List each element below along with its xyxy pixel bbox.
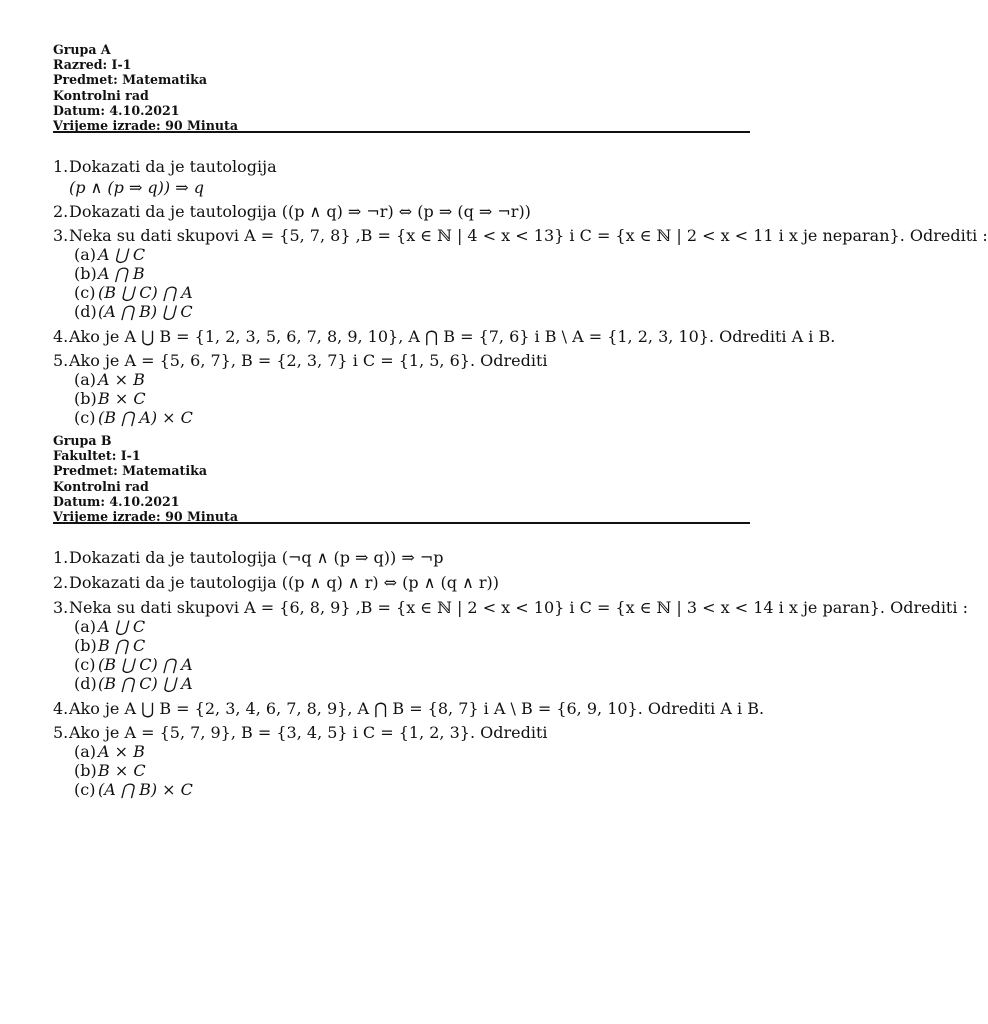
date-line: Datum: 4.10.2021 <box>53 102 180 118</box>
task-b-5-item-b: (b)B × C <box>74 761 146 780</box>
subject-line: Predmet: Matematika <box>53 72 208 88</box>
faculty-line: Fakultet: I-1 <box>53 448 141 464</box>
duration-line: Vrijeme izrade: 90 Minuta <box>53 118 238 134</box>
exam-type-line: Kontrolni rad <box>53 87 149 103</box>
task-b-2: 2.Dokazati da je tautologija ((p ∧ q) ∧ r) ⇔ (p ∧ (q ∧ r)) <box>53 573 500 592</box>
task-a-5-item-a: (a) A × B <box>74 370 145 389</box>
group-b-header <box>53 433 749 524</box>
task-a-1: 1.Dokazati da je tautologija <box>53 157 277 176</box>
task-b-4: 4.Ako je A ⋃ B = {2, 3, 4, 6, 7, 8, 9}, A ⋂ B = {8, 7} i A \ B = {6, 9, 10}. Odrediti A i B. <box>53 699 765 718</box>
exam-type-line: Kontrolni rad <box>53 478 149 494</box>
group-title: Grupa A <box>53 42 111 57</box>
task-a-3-item-b: (b)A ⋂ B <box>74 264 145 283</box>
task-a-3-item-c: (c) (B ⋃ C) ⋂ A <box>74 283 193 302</box>
group-title: Grupa B <box>53 433 112 448</box>
group-a-rule <box>53 131 750 133</box>
task-b-3: 3.Neka su dati skupovi A = {6, 8, 9} ,B = {x ∈ ℕ | 2 < x < 10} i C = {x ∈ ℕ | 3 < x < 14 i x je paran}. Odrediti : <box>53 598 968 617</box>
subject-line: Predmet: Matematika <box>53 463 208 479</box>
date-line: Datum: 4.10.2021 <box>53 493 180 509</box>
task-b-3-item-c: (c) (B ⋃ C) ⋂ A <box>74 655 193 674</box>
task-a-5-item-b: (b)B × C <box>74 389 146 408</box>
task-b-5-item-c: (c) (A ⋂ B) × C <box>74 780 193 799</box>
task-a-3-item-d: (d)(A ⋂ B) ⋃ C <box>74 302 193 321</box>
task-a-1-formula: (p ∧ (p ⇒ q)) ⇒ q <box>69 178 204 197</box>
task-b-3-item-d: (d)(B ⋂ C) ⋃ A <box>74 674 193 693</box>
task-a-5: 5.Ako je A = {5, 6, 7}, B = {2, 3, 7} i C = {1, 5, 6}. Odrediti <box>53 351 548 370</box>
task-a-4: 4.Ako je A ⋃ B = {1, 2, 3, 5, 6, 7, 8, 9, 10}, A ⋂ B = {7, 6} i B \ A = {1, 2, 3, 10}. Odrediti A i B. <box>53 327 836 346</box>
task-b-3-item-b: (b)B ⋂ C <box>74 636 146 655</box>
task-b-5: 5.Ako je A = {5, 7, 9}, B = {3, 4, 5} i C = {1, 2, 3}. Odrediti <box>53 723 548 742</box>
task-a-5-item-c: (c) (B ⋂ A) × C <box>74 408 193 427</box>
task-b-1: 1.Dokazati da je tautologija (¬q ∧ (p ⇒ q)) ⇒ ¬p <box>53 548 444 567</box>
task-a-2: 2.Dokazati da je tautologija ((p ∧ q) ⇒ ¬r) ⇔ (p ⇒ (q ⇒ ¬r)) <box>53 202 531 221</box>
class-line: Razred: I-1 <box>53 57 132 73</box>
group-b-rule <box>53 522 750 524</box>
task-a-3-item-a: (a) A ⋃ C <box>74 245 146 264</box>
task-b-5-item-a: (a) A × B <box>74 742 145 761</box>
duration-line: Vrijeme izrade: 90 Minuta <box>53 509 238 525</box>
group-a-header <box>53 42 749 133</box>
task-a-3: 3.Neka su dati skupovi A = {5, 7, 8} ,B = {x ∈ ℕ | 4 < x < 13} i C = {x ∈ ℕ | 2 < x < 11 i x je neparan}. Odrediti : <box>53 226 988 245</box>
task-b-3-item-a: (a) A ⋃ C <box>74 617 146 636</box>
